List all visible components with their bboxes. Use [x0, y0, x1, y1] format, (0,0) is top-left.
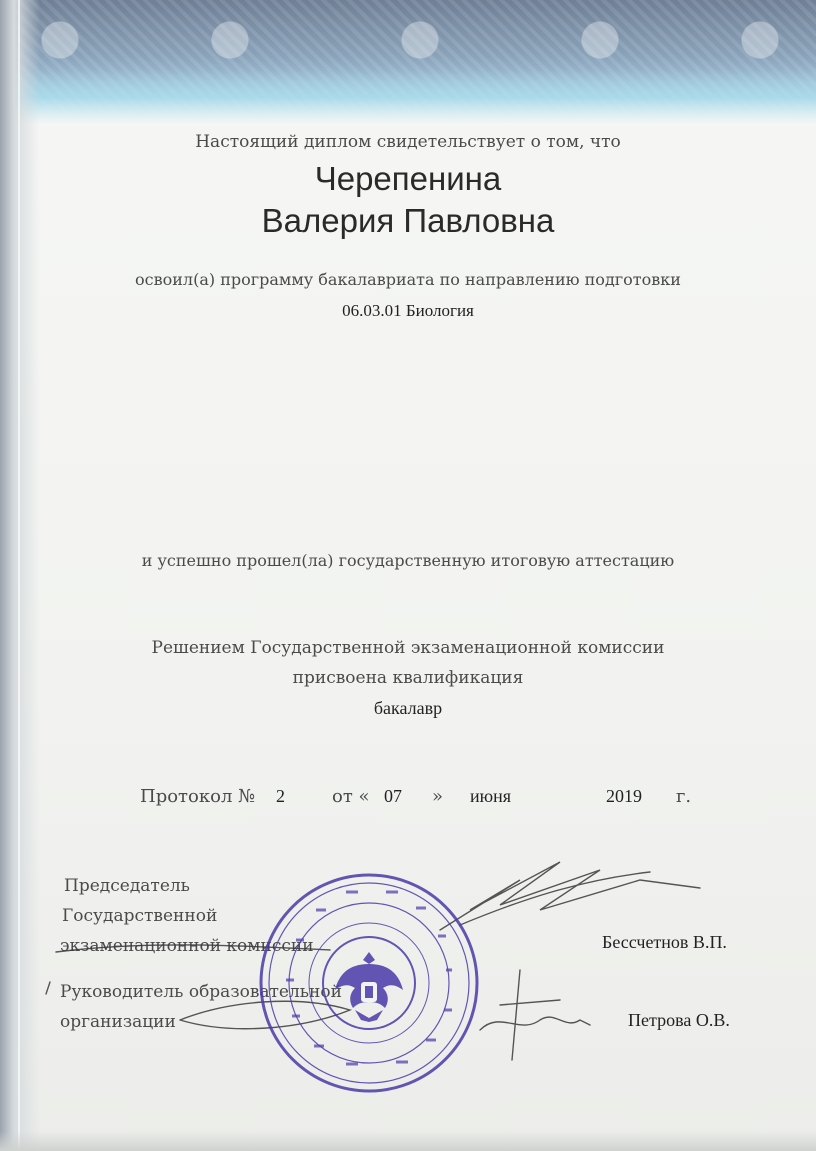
security-band-fade — [0, 70, 816, 125]
graduate-given-names: Валерия Павловна — [261, 202, 555, 239]
qualification-value: бакалавр — [373, 698, 443, 718]
chair-title-line1: Председатель — [64, 876, 190, 896]
head-title-line1: Руководитель образовательной — [60, 982, 342, 1002]
chair-name: Бессчетнов В.П. — [602, 932, 727, 952]
program-statement: освоил(а) программу бакалавриата по направлению подготовки — [135, 270, 681, 289]
intro-text: Настоящий диплом свидетельствует о том, что — [195, 132, 621, 152]
protocol-label: Протокол № — [140, 786, 256, 807]
protocol-year: 2019 — [606, 786, 642, 806]
protocol-day: 07 — [384, 786, 402, 806]
chair-title-line3: экзаменационной комиссии — [60, 936, 314, 956]
protocol-from: от « — [332, 786, 370, 807]
qualification-assigned: присвоена квалификация — [292, 668, 524, 688]
protocol-month: июня — [470, 786, 511, 806]
pen-mark — [46, 982, 50, 994]
head-title-line2: организации — [60, 1012, 176, 1032]
head-signature-stroke — [480, 1017, 590, 1030]
protocol-number: 2 — [276, 786, 285, 806]
head-signature-stroke — [500, 970, 560, 1060]
attestation-statement: и успешно прошел(ла) государственную итоговую аттестацию — [141, 551, 675, 570]
protocol-close-quote: » — [432, 786, 444, 807]
protocol-year-suffix: г. — [676, 786, 692, 807]
chair-title-line2: Государственной — [62, 906, 218, 926]
page-bottom-edge — [0, 1131, 816, 1151]
official-seal — [256, 870, 482, 1096]
graduate-surname: Черепенина — [314, 160, 502, 197]
chair-signature-stroke — [460, 872, 650, 925]
program-code: 06.03.01 Биология — [342, 301, 474, 320]
eagle-emblem-icon — [335, 952, 403, 1022]
commission-decision: Решением Государственной экзаменационной комиссии — [151, 638, 665, 658]
head-name: Петрова О.В. — [628, 1010, 730, 1030]
